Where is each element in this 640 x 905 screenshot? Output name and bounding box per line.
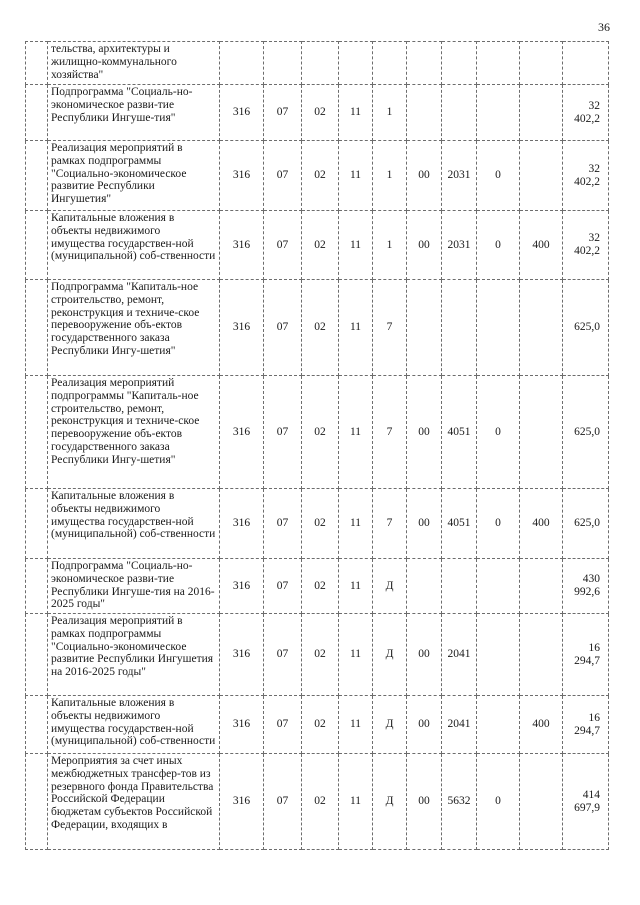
section-code-cell: 07 [264, 559, 302, 614]
item-name-cell: Подпрограмма "Социаль-но-экономическое разви-тие Республики Ингуше-тия на 2016-2025 годы" [48, 559, 220, 614]
section-code-cell: 07 [264, 754, 302, 850]
table-row [26, 85, 609, 141]
expense-type-code-cell: 400 [520, 211, 563, 280]
subsection-code-cell: 02 [302, 211, 339, 280]
item-code-cell: 2031 [442, 141, 477, 211]
subprogram-code-cell: Д [373, 614, 407, 696]
ministry-code-cell: 316 [220, 754, 264, 850]
direction-code-cell: 00 [407, 376, 442, 489]
program-code-cell: 11 [339, 614, 373, 696]
expense-type-code-cell: 400 [520, 489, 563, 559]
sub-code-cell: 0 [477, 376, 520, 489]
table-row [26, 754, 609, 850]
item-code-cell [442, 85, 477, 141]
subsection-code-cell: 02 [302, 754, 339, 850]
expense-type-code-cell: 400 [520, 696, 563, 754]
row-number-cell [26, 696, 48, 754]
ministry-code-cell: 316 [220, 614, 264, 696]
table-row [26, 280, 609, 376]
item-name-cell: Капитальные вложения в объекты недвижимого имущества государствен-ной (муниципальной) соб-ственности [48, 696, 220, 754]
row-number-cell [26, 559, 48, 614]
expense-type-code-cell [520, 141, 563, 211]
row-number-cell [26, 376, 48, 489]
direction-code-cell: 00 [407, 614, 442, 696]
subprogram-code-cell: Д [373, 754, 407, 850]
table-row [26, 42, 609, 85]
budget-table [25, 41, 609, 850]
direction-code-cell: 00 [407, 211, 442, 280]
amount-cell: 32 402,2 [563, 211, 609, 280]
amount-cell: 414 697,9 [563, 754, 609, 850]
page-number: 36 [598, 20, 610, 34]
program-code-cell [339, 42, 373, 85]
sub-code-cell [477, 42, 520, 85]
item-code-cell [442, 280, 477, 376]
direction-code-cell: 00 [407, 696, 442, 754]
expense-type-code-cell [520, 376, 563, 489]
program-code-cell: 11 [339, 85, 373, 141]
amount-cell: 625,0 [563, 280, 609, 376]
row-number-cell [26, 614, 48, 696]
section-code-cell: 07 [264, 614, 302, 696]
sub-code-cell: 0 [477, 754, 520, 850]
ministry-code-cell: 316 [220, 376, 264, 489]
section-code-cell: 07 [264, 489, 302, 559]
section-code-cell: 07 [264, 85, 302, 141]
item-code-cell: 2041 [442, 696, 477, 754]
sub-code-cell [477, 696, 520, 754]
section-code-cell: 07 [264, 376, 302, 489]
direction-code-cell: 00 [407, 754, 442, 850]
amount-cell: 32 402,2 [563, 85, 609, 141]
item-code-cell: 2041 [442, 614, 477, 696]
program-code-cell: 11 [339, 280, 373, 376]
ministry-code-cell [220, 42, 264, 85]
program-code-cell: 11 [339, 141, 373, 211]
ministry-code-cell: 316 [220, 141, 264, 211]
subprogram-code-cell: 7 [373, 489, 407, 559]
section-code-cell: 07 [264, 141, 302, 211]
subsection-code-cell: 02 [302, 696, 339, 754]
section-code-cell: 07 [264, 280, 302, 376]
sub-code-cell [477, 280, 520, 376]
amount-cell: 16 294,7 [563, 696, 609, 754]
row-number-cell [26, 211, 48, 280]
item-name-cell: Мероприятия за счет иных межбюджетных трансфер-тов из резервного фонда Правительства Российской Федерации бюджетам субъектов Российской Федерации, входящих в [48, 754, 220, 850]
row-number-cell [26, 141, 48, 211]
section-code-cell [264, 42, 302, 85]
table-row [26, 141, 609, 211]
amount-cell: 32 402,2 [563, 141, 609, 211]
item-code-cell: 5632 [442, 754, 477, 850]
ministry-code-cell: 316 [220, 559, 264, 614]
sub-code-cell [477, 614, 520, 696]
sub-code-cell: 0 [477, 141, 520, 211]
expense-type-code-cell [520, 754, 563, 850]
program-code-cell: 11 [339, 211, 373, 280]
sub-code-cell: 0 [477, 211, 520, 280]
subsection-code-cell: 02 [302, 614, 339, 696]
sub-code-cell [477, 559, 520, 614]
program-code-cell: 11 [339, 559, 373, 614]
section-code-cell: 07 [264, 696, 302, 754]
table-row [26, 376, 609, 489]
item-name-cell: Капитальные вложения в объекты недвижимого имущества государствен-ной (муниципальной) соб-ственности [48, 489, 220, 559]
amount-cell: 625,0 [563, 489, 609, 559]
ministry-code-cell: 316 [220, 280, 264, 376]
row-number-cell [26, 85, 48, 141]
subsection-code-cell: 02 [302, 85, 339, 141]
program-code-cell: 11 [339, 696, 373, 754]
program-code-cell: 11 [339, 376, 373, 489]
item-name-cell: Реализация мероприятий в рамках подпрограммы "Социально-экономическое развитие Республики Ингушетия на 2016-2025 годы" [48, 614, 220, 696]
row-number-cell [26, 280, 48, 376]
amount-cell: 625,0 [563, 376, 609, 489]
item-name-cell: тельства, архитектуры и жилищно-коммунального хозяйства" [48, 42, 220, 85]
table-row [26, 559, 609, 614]
expense-type-code-cell [520, 280, 563, 376]
table-row [26, 696, 609, 754]
subsection-code-cell [302, 42, 339, 85]
subprogram-code-cell: Д [373, 559, 407, 614]
sub-code-cell [477, 85, 520, 141]
amount-cell [563, 42, 609, 85]
section-code-cell: 07 [264, 211, 302, 280]
expense-type-code-cell [520, 559, 563, 614]
subsection-code-cell: 02 [302, 141, 339, 211]
item-name-cell: Реализация мероприятий в рамках подпрограммы "Социально-экономическое развитие Республики Ингушетия" [48, 141, 220, 211]
subprogram-code-cell [373, 42, 407, 85]
subprogram-code-cell: Д [373, 696, 407, 754]
amount-cell: 16 294,7 [563, 614, 609, 696]
direction-code-cell [407, 559, 442, 614]
direction-code-cell: 00 [407, 489, 442, 559]
subprogram-code-cell: 1 [373, 211, 407, 280]
direction-code-cell [407, 280, 442, 376]
row-number-cell [26, 754, 48, 850]
direction-code-cell: 00 [407, 141, 442, 211]
ministry-code-cell: 316 [220, 696, 264, 754]
item-name-cell: Капитальные вложения в объекты недвижимого имущества государствен-ной (муниципальной) соб-ственности [48, 211, 220, 280]
table-row [26, 614, 609, 696]
table-row [26, 211, 609, 280]
row-number-cell [26, 42, 48, 85]
subsection-code-cell: 02 [302, 559, 339, 614]
ministry-code-cell: 316 [220, 489, 264, 559]
item-code-cell: 4051 [442, 376, 477, 489]
subsection-code-cell: 02 [302, 489, 339, 559]
table-row [26, 489, 609, 559]
amount-cell: 430 992,6 [563, 559, 609, 614]
subprogram-code-cell: 1 [373, 141, 407, 211]
expense-type-code-cell [520, 614, 563, 696]
subsection-code-cell: 02 [302, 280, 339, 376]
item-name-cell: Подпрограмма "Социаль-но-экономическое разви-тие Республики Ингуше-тия" [48, 85, 220, 141]
subprogram-code-cell: 7 [373, 280, 407, 376]
sub-code-cell: 0 [477, 489, 520, 559]
ministry-code-cell: 316 [220, 85, 264, 141]
direction-code-cell [407, 85, 442, 141]
direction-code-cell [407, 42, 442, 85]
item-code-cell: 2031 [442, 211, 477, 280]
subprogram-code-cell: 7 [373, 376, 407, 489]
subprogram-code-cell: 1 [373, 85, 407, 141]
program-code-cell: 11 [339, 754, 373, 850]
subsection-code-cell: 02 [302, 376, 339, 489]
expense-type-code-cell [520, 42, 563, 85]
row-number-cell [26, 489, 48, 559]
item-code-cell [442, 559, 477, 614]
item-name-cell: Реализация мероприятий подпрограммы "Капиталь-ное строительство, ремонт, реконструкция и техниче-ское перевооружение объ-ектов государственного заказа Республики Ингу-шетия" [48, 376, 220, 489]
program-code-cell: 11 [339, 489, 373, 559]
item-code-cell: 4051 [442, 489, 477, 559]
item-code-cell [442, 42, 477, 85]
ministry-code-cell: 316 [220, 211, 264, 280]
item-name-cell: Подпрограмма "Капиталь-ное строительство, ремонт, реконструкция и техниче-ское перевооружение объ-ектов государственного заказа Республики Ингу-шетия" [48, 280, 220, 376]
expense-type-code-cell [520, 85, 563, 141]
